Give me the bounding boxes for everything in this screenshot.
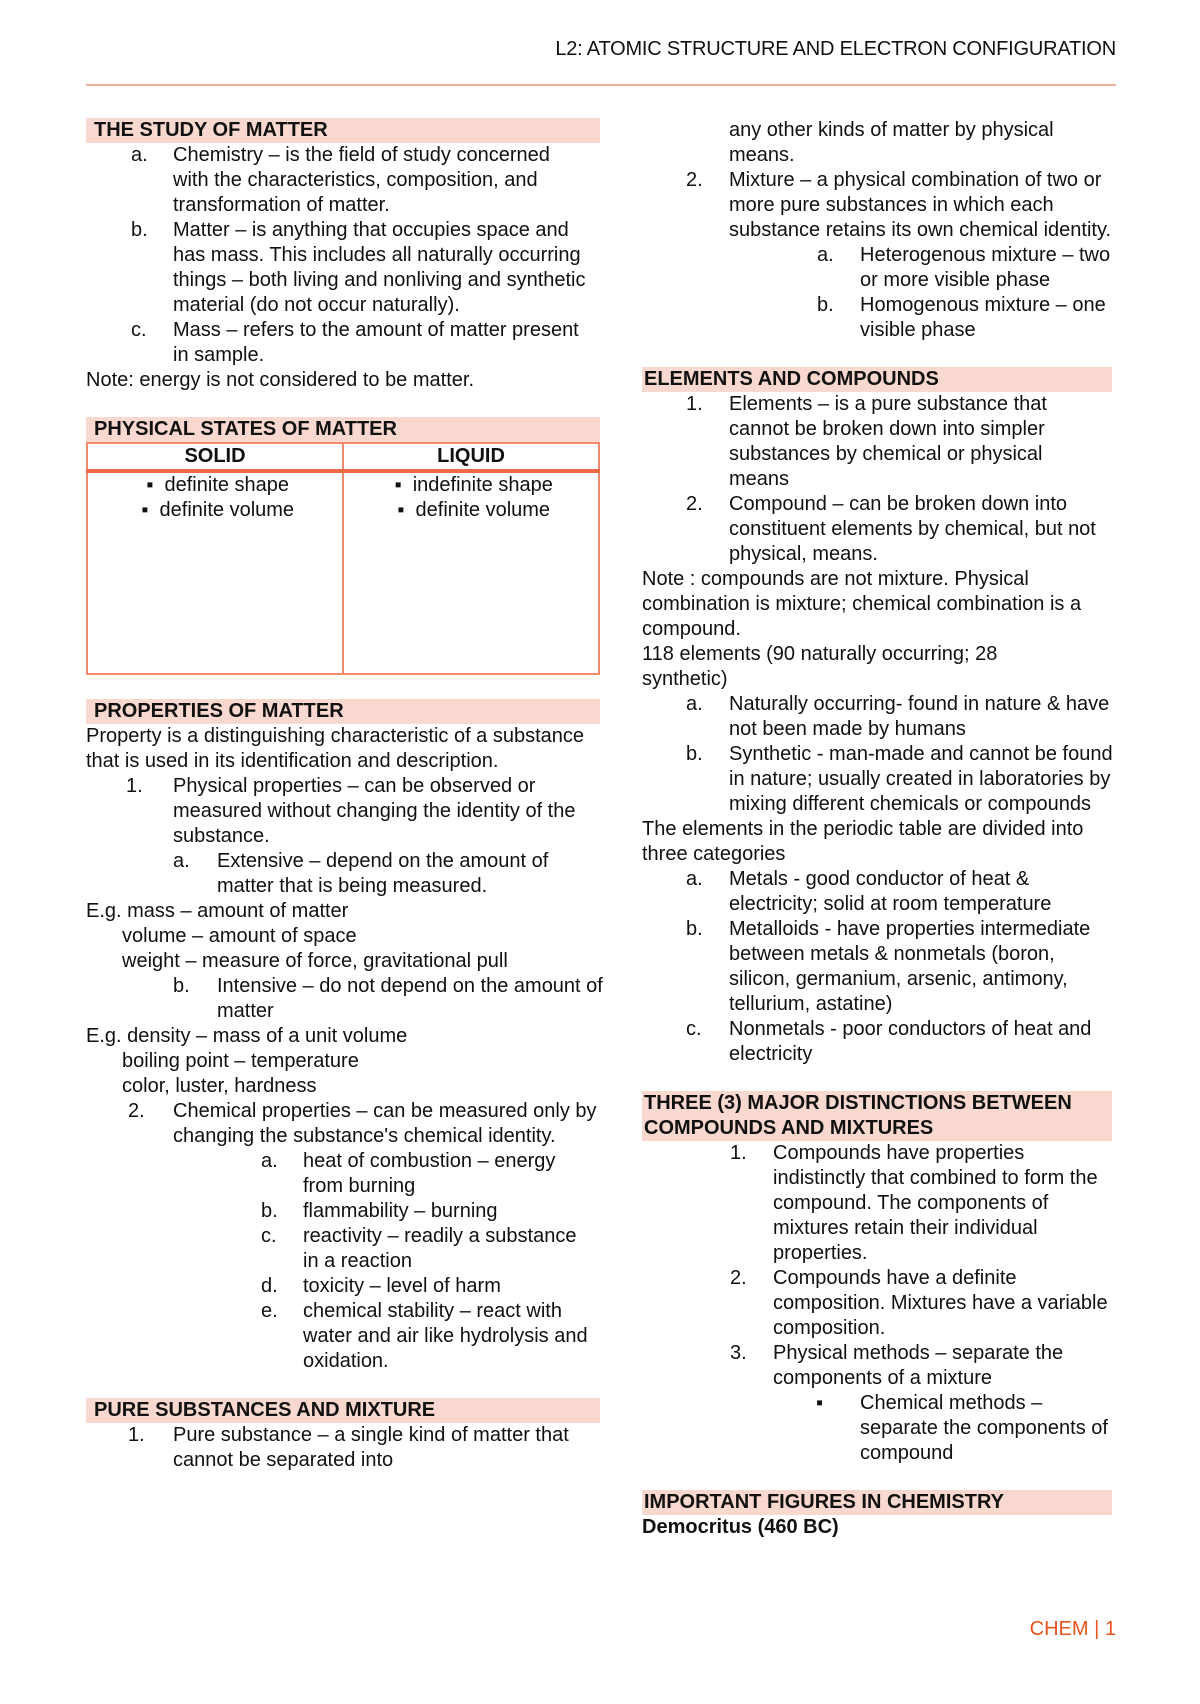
list-marker: 2. xyxy=(128,1100,145,1122)
list-marker: b. xyxy=(686,743,703,765)
list-item xyxy=(86,1299,606,1374)
list-item xyxy=(86,318,606,368)
section-title-states: PHYSICAL STATES OF MATTER xyxy=(86,417,600,442)
bullet-icon: ▪ xyxy=(816,1392,824,1414)
list-marker: a. xyxy=(131,144,148,166)
list-item xyxy=(642,293,1118,343)
list-item xyxy=(642,1391,1118,1466)
list-text: Compound – can be broken down into constituent elements by chemical, but not physical, means. xyxy=(729,493,1096,565)
list-text: Naturally occurring- found in nature & have not been made by humans xyxy=(729,693,1110,740)
list-item xyxy=(86,1199,606,1224)
example-line: color, luster, hardness xyxy=(122,1075,317,1097)
list-marker: 1. xyxy=(730,1142,747,1164)
list-text: Synthetic - man-made and cannot be found in nature; usually created in laboratories by mixing different chemicals or compounds xyxy=(729,743,1113,815)
page-header: L2: ATOMIC STRUCTURE AND ELECTRON CONFIGURATION xyxy=(555,38,1116,60)
list-text: Elements – is a pure substance that cannot be broken down into simpler substances by chemical or physical means xyxy=(729,393,1047,490)
note-text: Note: energy is not considered to be matter. xyxy=(86,369,474,391)
list-item xyxy=(86,1423,606,1473)
table-header-liquid: LIQUID xyxy=(343,443,599,471)
bullet-icon: ▪ xyxy=(394,474,402,496)
list-text: Chemistry – is the field of study concerned with the characteristics, composition, and transformation of matter. xyxy=(173,144,550,216)
list-text: Mixture – a physical combination of two or more pure substances in which each substance retains its own chemical identity. xyxy=(729,169,1112,241)
list-marker: 3. xyxy=(730,1342,747,1364)
states-table xyxy=(86,442,600,675)
list-marker: 1. xyxy=(126,775,143,797)
list-text: Metalloids - have properties intermediate between metals & nonmetals (boron, silicon, germanium, arsenic, antimony, tellurium, astatine) xyxy=(729,918,1091,1015)
table-cell-solid xyxy=(87,471,343,674)
cell-text: definite volume xyxy=(159,499,295,521)
list-marker: c. xyxy=(686,1018,702,1040)
list-item xyxy=(642,492,1118,567)
page-footer: CHEM | 1 xyxy=(1029,1618,1116,1640)
example-line: boiling point – temperature xyxy=(122,1050,359,1072)
list-item xyxy=(88,473,342,498)
list-item xyxy=(344,498,598,523)
list-item xyxy=(86,774,606,849)
header-divider xyxy=(86,84,1116,86)
example-line: E.g. mass – amount of matter xyxy=(86,900,349,922)
list-text: Heterogenous mixture – two or more visible phase xyxy=(860,244,1111,291)
list-item xyxy=(642,742,1118,817)
list-text: toxicity – level of harm xyxy=(303,1275,501,1297)
list-marker: b. xyxy=(131,219,148,241)
list-text: reactivity – readily a substance in a reaction xyxy=(303,1225,577,1272)
section-title-properties: PROPERTIES OF MATTER xyxy=(86,699,600,724)
list-text: chemical stability – react with water and air like hydrolysis and oxidation. xyxy=(303,1300,588,1372)
list-text: Matter – is anything that occupies space and has mass. This includes all naturally occurring things – both living and nonliving and synthetic material (do not occur naturally). xyxy=(173,219,586,316)
list-item xyxy=(642,867,1118,917)
example-line: E.g. density – mass of a unit volume xyxy=(86,1025,408,1047)
paragraph: 118 elements (90 naturally occurring; 28 synthetic) xyxy=(642,643,998,690)
list-marker: a. xyxy=(817,244,834,266)
list-marker: a. xyxy=(686,868,703,890)
list-marker: b. xyxy=(817,294,834,316)
list-text: Intensive – do not depend on the amount of matter xyxy=(217,975,603,1022)
list-text: Chemical methods – separate the components of compound xyxy=(860,1392,1108,1464)
list-text: Physical methods – separate the components of a mixture xyxy=(773,1342,1064,1389)
list-marker: a. xyxy=(173,850,190,872)
list-item xyxy=(642,392,1118,492)
section-title-pure: PURE SUBSTANCES AND MIXTURE xyxy=(86,1398,600,1423)
section-title-figures: IMPORTANT FIGURES IN CHEMISTRY xyxy=(642,1490,1112,1515)
list-item xyxy=(642,1341,1118,1391)
list-marker: b. xyxy=(173,975,190,997)
paragraph: Property is a distinguishing characteristic of a substance that is used in its identification and description. xyxy=(86,725,585,772)
section-title-study: THE STUDY OF MATTER xyxy=(86,118,600,143)
list-item xyxy=(642,168,1118,243)
list-item xyxy=(642,692,1118,742)
example-line: weight – measure of force, gravitational pull xyxy=(122,950,508,972)
list-marker: b. xyxy=(261,1200,278,1222)
list-text: Extensive – depend on the amount of matter that is being measured. xyxy=(217,850,549,897)
list-item xyxy=(642,1266,1118,1341)
list-marker: b. xyxy=(686,918,703,940)
figure-name: Democritus (460 BC) xyxy=(642,1516,839,1538)
list-text-continued: any other kinds of matter by physical means. xyxy=(729,119,1054,166)
list-item xyxy=(86,143,606,218)
list-marker: 1. xyxy=(128,1424,145,1446)
list-item xyxy=(86,1224,606,1274)
cell-text: indefinite shape xyxy=(412,474,553,496)
list-item xyxy=(642,917,1118,1017)
table-header-solid: SOLID xyxy=(87,443,343,471)
paragraph: The elements in the periodic table are divided into three categories xyxy=(642,818,1084,865)
section-title-line: THREE (3) MAJOR DISTINCTIONS BETWEEN xyxy=(644,1092,1072,1114)
list-text: Metals - good conductor of heat & electricity; solid at room temperature xyxy=(729,868,1052,915)
cell-text: definite volume xyxy=(415,499,551,521)
list-item xyxy=(86,1149,606,1199)
bullet-icon: ▪ xyxy=(141,499,149,521)
list-text: Chemical properties – can be measured only by changing the substance's chemical identity. xyxy=(173,1100,597,1147)
table-cell-liquid xyxy=(343,471,599,674)
section-title-elements: ELEMENTS AND COMPOUNDS xyxy=(642,367,1112,392)
example-line: volume – amount of space xyxy=(122,925,357,947)
list-item xyxy=(86,218,606,318)
list-marker: 2. xyxy=(730,1267,747,1289)
list-text: heat of combustion – energy from burning xyxy=(303,1150,556,1197)
section-title-line: COMPOUNDS AND MIXTURES xyxy=(644,1117,934,1139)
list-item xyxy=(88,498,342,523)
list-item xyxy=(642,1017,1118,1067)
list-item xyxy=(86,1274,606,1299)
list-text: Compounds have a definite composition. Mixtures have a variable composition. xyxy=(773,1267,1108,1339)
list-text: Nonmetals - poor conductors of heat and electricity xyxy=(729,1018,1092,1065)
note-text: Note : compounds are not mixture. Physical combination is mixture; chemical combination is a compound. xyxy=(642,568,1082,640)
list-marker: a. xyxy=(686,693,703,715)
list-text: Compounds have properties indistinctly that combined to form the compound. The components of mixtures retain their individual properties. xyxy=(773,1142,1098,1264)
list-marker: 2. xyxy=(686,493,703,515)
list-item xyxy=(86,974,606,1024)
list-marker: c. xyxy=(131,319,147,341)
left-column xyxy=(86,118,606,1473)
list-text: Mass – refers to the amount of matter present in sample. xyxy=(173,319,579,366)
bullet-icon: ▪ xyxy=(397,499,405,521)
cell-text: definite shape xyxy=(164,474,290,496)
bullet-icon: ▪ xyxy=(146,474,154,496)
section-title-distinctions xyxy=(642,1091,1112,1141)
list-item xyxy=(344,473,598,498)
list-text: flammability – burning xyxy=(303,1200,498,1222)
list-marker: a. xyxy=(261,1150,278,1172)
list-text: Physical properties – can be observed or measured without changing the identity of the substance. xyxy=(173,775,576,847)
list-marker: c. xyxy=(261,1225,277,1247)
list-marker: e. xyxy=(261,1300,278,1322)
right-column xyxy=(642,118,1118,1540)
list-text: Homogenous mixture – one visible phase xyxy=(860,294,1106,341)
list-marker: 2. xyxy=(686,169,703,191)
list-item xyxy=(86,849,606,899)
list-marker: 1. xyxy=(686,393,703,415)
list-item xyxy=(642,1141,1118,1266)
list-item xyxy=(86,1099,606,1149)
list-marker: d. xyxy=(261,1275,278,1297)
list-text: Pure substance – a single kind of matter that cannot be separated into xyxy=(173,1424,569,1471)
list-item xyxy=(642,243,1118,293)
